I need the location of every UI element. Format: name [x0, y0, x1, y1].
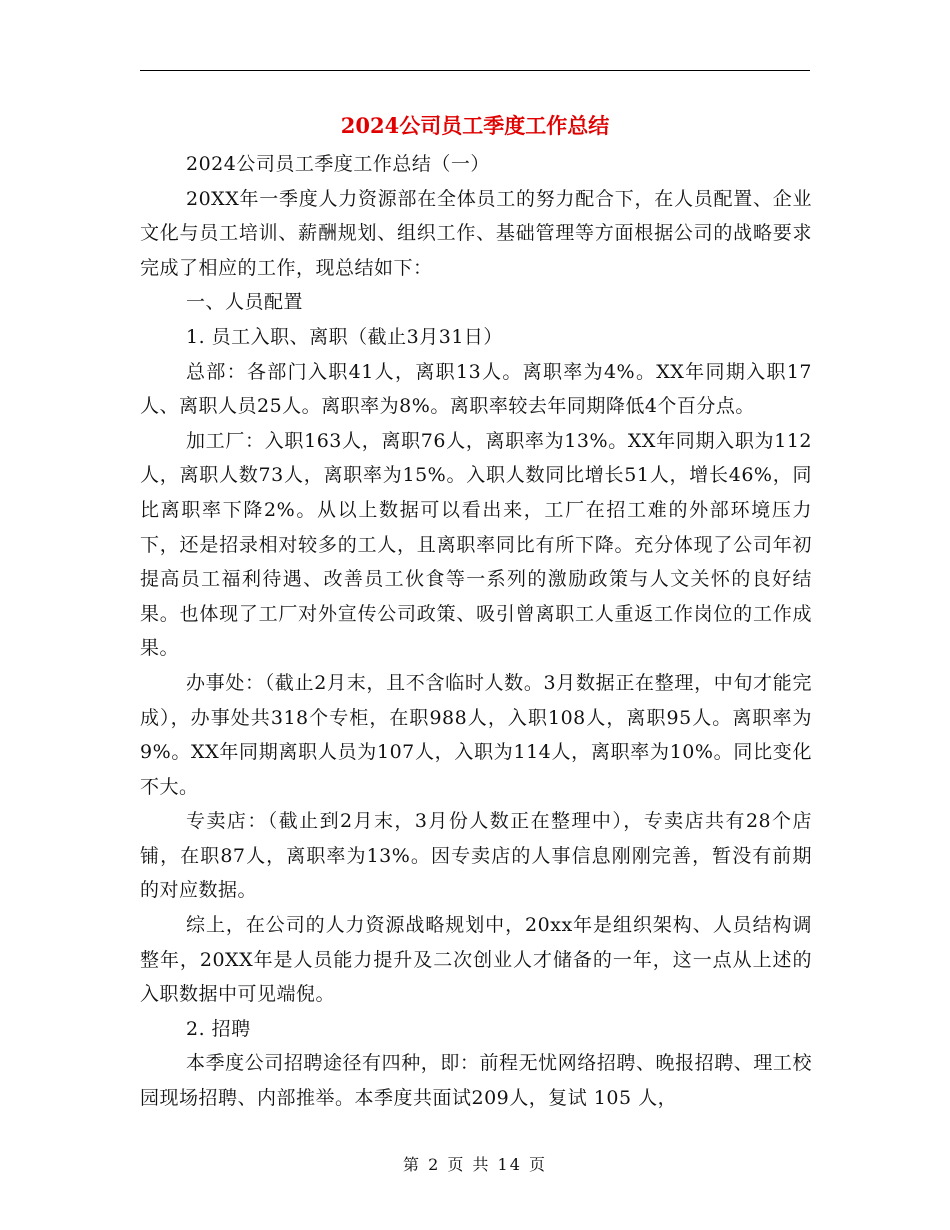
section-heading: 一、人员配置	[186, 291, 304, 314]
subsection-heading: 1. 员工入职、离职（截止3月31日）	[186, 325, 503, 348]
paragraph: 20XX年一季度人力资源部在全体员工的努力配合下，在人员配置、企业文化与员工培训、薪酬规划、组织工作、基础管理等方面根据公司的战略要求完成了相应的工作，现总结如下：	[140, 187, 812, 279]
page-footer: 第 2 页 共 14 页	[403, 1155, 547, 1174]
paragraph: 专卖店：（截止到2月末，3月份人数正在整理中），专卖店共有28个店铺，在职87人，离职率为13%。因专卖店的人事信息刚刚完善，暂没有前期的对应数据。	[140, 810, 812, 902]
paragraph: 综上，在公司的人力资源战略规划中，20xx年是组织架构、人员结构调整年，20XX年是人员能力提升及二次创业人才储备的一年，这一点从上述的入职数据中可见端倪。	[140, 914, 812, 1006]
paragraph: 办事处：（截止2月末，且不含临时人数。3月数据正在整理，中旬才能完成），办事处共318个专柜，在职988人，入职108人，离职95人。离职率为9%。XX年同期离职人员为107人，入职为114人，离职率为10%。同比变化不大。	[140, 671, 812, 798]
subsection-heading: 2. 招聘	[186, 1017, 251, 1040]
document-title: 2024公司员工季度工作总结	[340, 113, 610, 138]
paragraph: 本季度公司招聘途径有四种，即：前程无忧网络招聘、晚报招聘、理工校园现场招聘、内部推举。本季度共面试209人，复试 105 人，	[140, 1052, 812, 1110]
paragraph: 加工厂：入职163人，离职76人，离职率为13%。XX年同期入职为112人，离职人数73人，离职率为15%。入职人数同比增长51人，增长46%，同比离职率下降2%。从以上数据可以看出来，工厂在招工难的外部环境压力下，还是招录相对较多的工人，且离职率同比有所下降。充分体现了公司年初提高员工福利待遇、改善员工伙食等一系列的激励政策与人文关怀的良好结果。也体现了工厂对外宣传公司政策、吸引曾离职工人重返工作岗位的工作成果。	[140, 429, 812, 660]
paragraph: 2024公司员工季度工作总结（一）	[186, 153, 490, 175]
paragraph: 总部：各部门入职41人，离职13人。离职率为4%。XX年同期入职17人、离职人员25人。离职率为8%。离职率较去年同期降低4个百分点。	[140, 360, 812, 418]
header-rule	[140, 70, 810, 71]
document-body	[140, 147, 812, 1116]
